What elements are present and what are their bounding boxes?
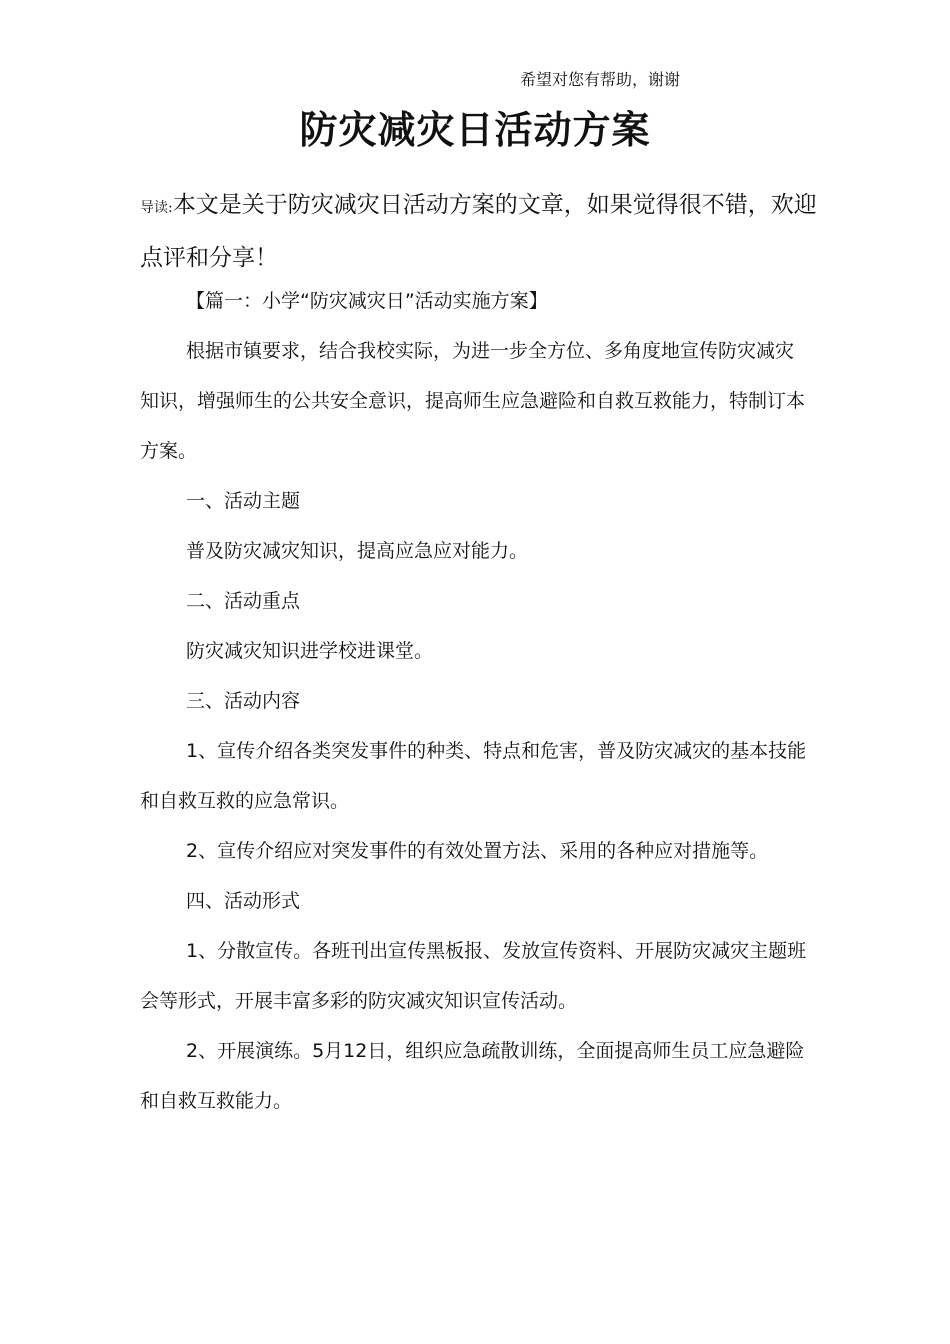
theme-text: 普及防灾减灾知识，提高应急应对能力。: [186, 540, 529, 562]
focus-heading: 二、活动重点: [186, 590, 301, 612]
form-heading: 四、活动形式: [186, 890, 301, 912]
content-item: 2、宣传介绍应对突发事件的有效处置方法、采用的各种应对措施等。: [186, 840, 769, 862]
content-item: 1、宣传介绍各类突发事件的种类、特点和危害，普及防灾减灾的基本技能和自救互救的应急常识。: [140, 740, 807, 812]
intro-paragraph: [140, 180, 820, 283]
section-heading: 【篇一：小学“防灾减灾日”活动实施方案】: [186, 290, 548, 312]
header-note: 希望对您有帮助，谢谢: [520, 70, 681, 89]
content-heading: 三、活动内容: [186, 690, 301, 712]
opening-paragraph: 根据市镇要求，结合我校实际，为进一步全方位、多角度地宣传防灾减灾知识，增强师生的公共安全意识，提高师生应急避险和自救互救能力，特制订本方案。: [140, 340, 806, 462]
document-title: 防灾减灾日活动方案: [299, 108, 651, 152]
intro-text: 本文是关于防灾减灾日活动方案的文章，如果觉得很不错，欢迎点评和分享！: [140, 192, 817, 271]
theme-heading: 一、活动主题: [186, 490, 301, 512]
form-item: 2、开展演练。5月12日，组织应急疏散训练，全面提高师生员工应急避险和自救互救能力。: [140, 1040, 805, 1112]
focus-text: 防灾减灾知识进学校进课堂。: [186, 640, 434, 662]
form-item: 1、分散宣传。各班刊出宣传黑板报、发放宣传资料、开展防灾减灾主题班会等形式，开展丰富多彩的防灾减灾知识宣传活动。: [140, 940, 807, 1012]
article-body: [140, 276, 812, 1126]
intro-label: 导读:: [140, 200, 173, 216]
